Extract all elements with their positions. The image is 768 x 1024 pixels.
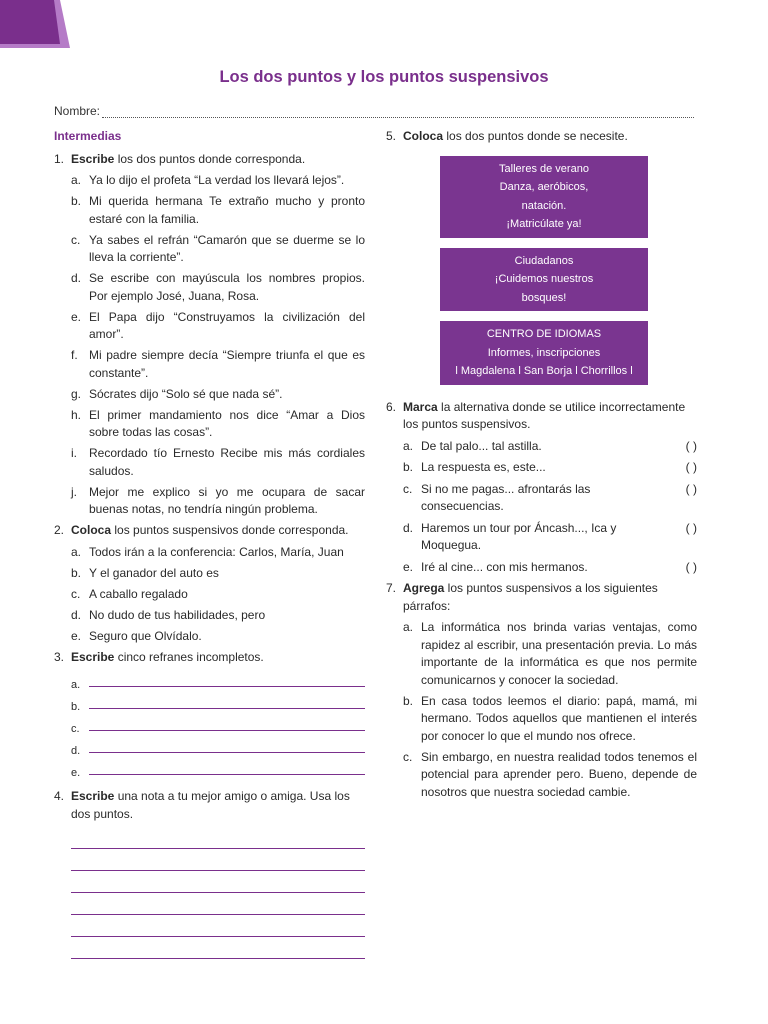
list-item: h. El primer mandamiento nos dice “Amar a Dios sobre todas las cosas”. [71, 407, 365, 439]
answer-line[interactable]: c. [71, 714, 365, 736]
name-label: Nombre: [54, 104, 101, 118]
instruction-verb: Escribe [71, 649, 115, 664]
question-number: 7. [386, 581, 397, 595]
instruction-text: la alternativa donde se utilice incorrectamente los puntos suspensivos. [403, 399, 686, 431]
list-item: a. Todos irán a la conferencia: Carlos, María, Juan [71, 544, 344, 559]
question-6 [386, 399, 697, 434]
corner-decoration [0, 0, 70, 50]
list-item: c. Si no me pagas... afrontarás las consecuencias. ( ) [403, 481, 697, 516]
list-item: d. Se escribe con mayúscula los nombres propios. Por ejemplo José, Juana, Rosa. [71, 271, 365, 303]
list-item: g. Sócrates dijo “Solo sé que nada sé”. [71, 386, 283, 401]
question-3 [54, 649, 365, 667]
name-dotted-line[interactable] [102, 107, 694, 118]
answer-checkbox[interactable]: ( ) [685, 520, 697, 535]
writing-line[interactable] [71, 849, 365, 871]
name-field[interactable] [54, 104, 694, 118]
question-number: 1. [54, 151, 65, 166]
instruction-text: los puntos suspensivos donde corresponda. [111, 523, 349, 537]
question-5 [386, 128, 697, 146]
answer-line[interactable]: b. [71, 692, 365, 714]
instruction-text: una nota a tu mejor amigo o amiga. Usa los dos puntos. [71, 789, 350, 821]
list-item: a. De tal palo... tal astilla. ( ) [403, 438, 697, 456]
question-4 [54, 788, 365, 823]
list-item: j. Mejor me explico si yo me ocupara de sacar buenas notas, no tendría ningún problema. [71, 484, 365, 516]
question-3-answer-lines [54, 670, 365, 780]
list-item: f. Mi padre siempre decía “Siempre triunfa el que es constante”. [71, 348, 365, 380]
question-2 [54, 522, 365, 540]
list-item: c. Ya sabes el refrán “Camarón que se duerme se lo lleva la corriente”. [71, 232, 365, 264]
question-number: 3. [54, 649, 65, 664]
question-number: 4. [54, 789, 65, 803]
right-column [386, 128, 697, 805]
list-item: e. Iré al cine... con mis hermanos. ( ) [403, 559, 697, 577]
list-item: b. La respuesta es, este... ( ) [403, 459, 697, 477]
list-item: e. El Papa dijo “Construyamos la civilización del amor”. [71, 309, 365, 341]
writing-line[interactable] [71, 937, 365, 959]
list-item: e. Seguro que Olvídalo. [71, 628, 202, 643]
answer-line[interactable]: a. [71, 670, 365, 692]
answer-line[interactable]: e. [71, 758, 365, 780]
answer-checkbox[interactable]: ( ) [685, 438, 697, 453]
list-item: c. A caballo regalado [71, 586, 188, 601]
writing-line[interactable] [71, 871, 365, 893]
list-item: b. Y el ganador del auto es [71, 565, 219, 580]
instruction-text: los dos puntos donde se necesite. [443, 129, 628, 143]
list-item: a. Ya lo dijo el profeta “La verdad los llevará lejos”. [71, 173, 345, 187]
list-item: d. No dudo de tus habilidades, pero [71, 607, 266, 622]
answer-checkbox[interactable]: ( ) [685, 559, 697, 574]
instruction-verb: Coloca [71, 523, 112, 537]
notice-box: Talleres de verano Danza, aeróbicos, natación. ¡Matricúlate ya! [440, 156, 648, 238]
writing-line[interactable] [71, 915, 365, 937]
answer-checkbox[interactable]: ( ) [685, 481, 697, 496]
list-item: d. Haremos un tour por Áncash..., Ica y Moquegua. ( ) [403, 520, 697, 555]
question-4-writing-lines[interactable] [71, 827, 365, 959]
list-item: b. Mi querida hermana Te extraño mucho y pronto estaré con la familia. [71, 194, 365, 226]
instruction-text: cinco refranes incompletos. [114, 649, 264, 664]
instruction-text: los dos puntos donde corresponda. [114, 151, 306, 166]
instruction-verb: Escribe [71, 789, 115, 803]
list-item: i. Recordado tío Ernesto Recibe mis más cordiales saludos. [71, 446, 365, 478]
question-7 [386, 580, 697, 615]
question-1-items [71, 172, 365, 519]
instruction-verb: Marca [403, 399, 438, 414]
question-number: 5. [386, 129, 397, 143]
section-heading: Intermedias [54, 129, 122, 143]
list-item: b. En casa todos leemos el diario: papá, mamá, mi hermano. Todos aquellos que mantienen el interés por conocer lo que el mundo nos ofrece. [403, 693, 697, 743]
question-6-items [386, 438, 697, 577]
instruction-verb: Agrega [403, 581, 445, 595]
question-2-items [71, 544, 365, 646]
instruction-text: los puntos suspensivos a los siguientes párrafos: [403, 581, 658, 613]
question-5-boxes [386, 156, 697, 385]
question-7-items [403, 619, 697, 801]
question-number: 2. [54, 523, 65, 537]
answer-checkbox[interactable]: ( ) [685, 460, 697, 474]
writing-line[interactable] [71, 827, 365, 849]
notice-box: CENTRO DE IDIOMAS Informes, inscripciones l Magdalena l San Borja l Chorrillos l [440, 321, 648, 385]
question-number: 6. [386, 399, 397, 414]
page-title: Los dos puntos y los puntos suspensivos [219, 68, 549, 86]
instruction-verb: Escribe [71, 151, 115, 166]
answer-line[interactable]: d. [71, 736, 365, 758]
notice-box: Ciudadanos ¡Cuidemos nuestros bosques! [440, 248, 648, 312]
writing-line[interactable] [71, 893, 365, 915]
left-column [54, 128, 365, 959]
instruction-verb: Coloca [403, 129, 444, 143]
list-item: a. La informática nos brinda varias ventajas, como rapidez al escribir, una presentación previa. Lo más importante de la informática es que nos permite comunicarnos y conocer la sociedad. [403, 620, 697, 687]
list-item: c. Sin embargo, en nuestra realidad todos tenemos el potencial para aprender pero. Bueno, depende de nosotros que nuestra sociedad cambie. [403, 749, 697, 799]
question-1 [54, 151, 365, 169]
